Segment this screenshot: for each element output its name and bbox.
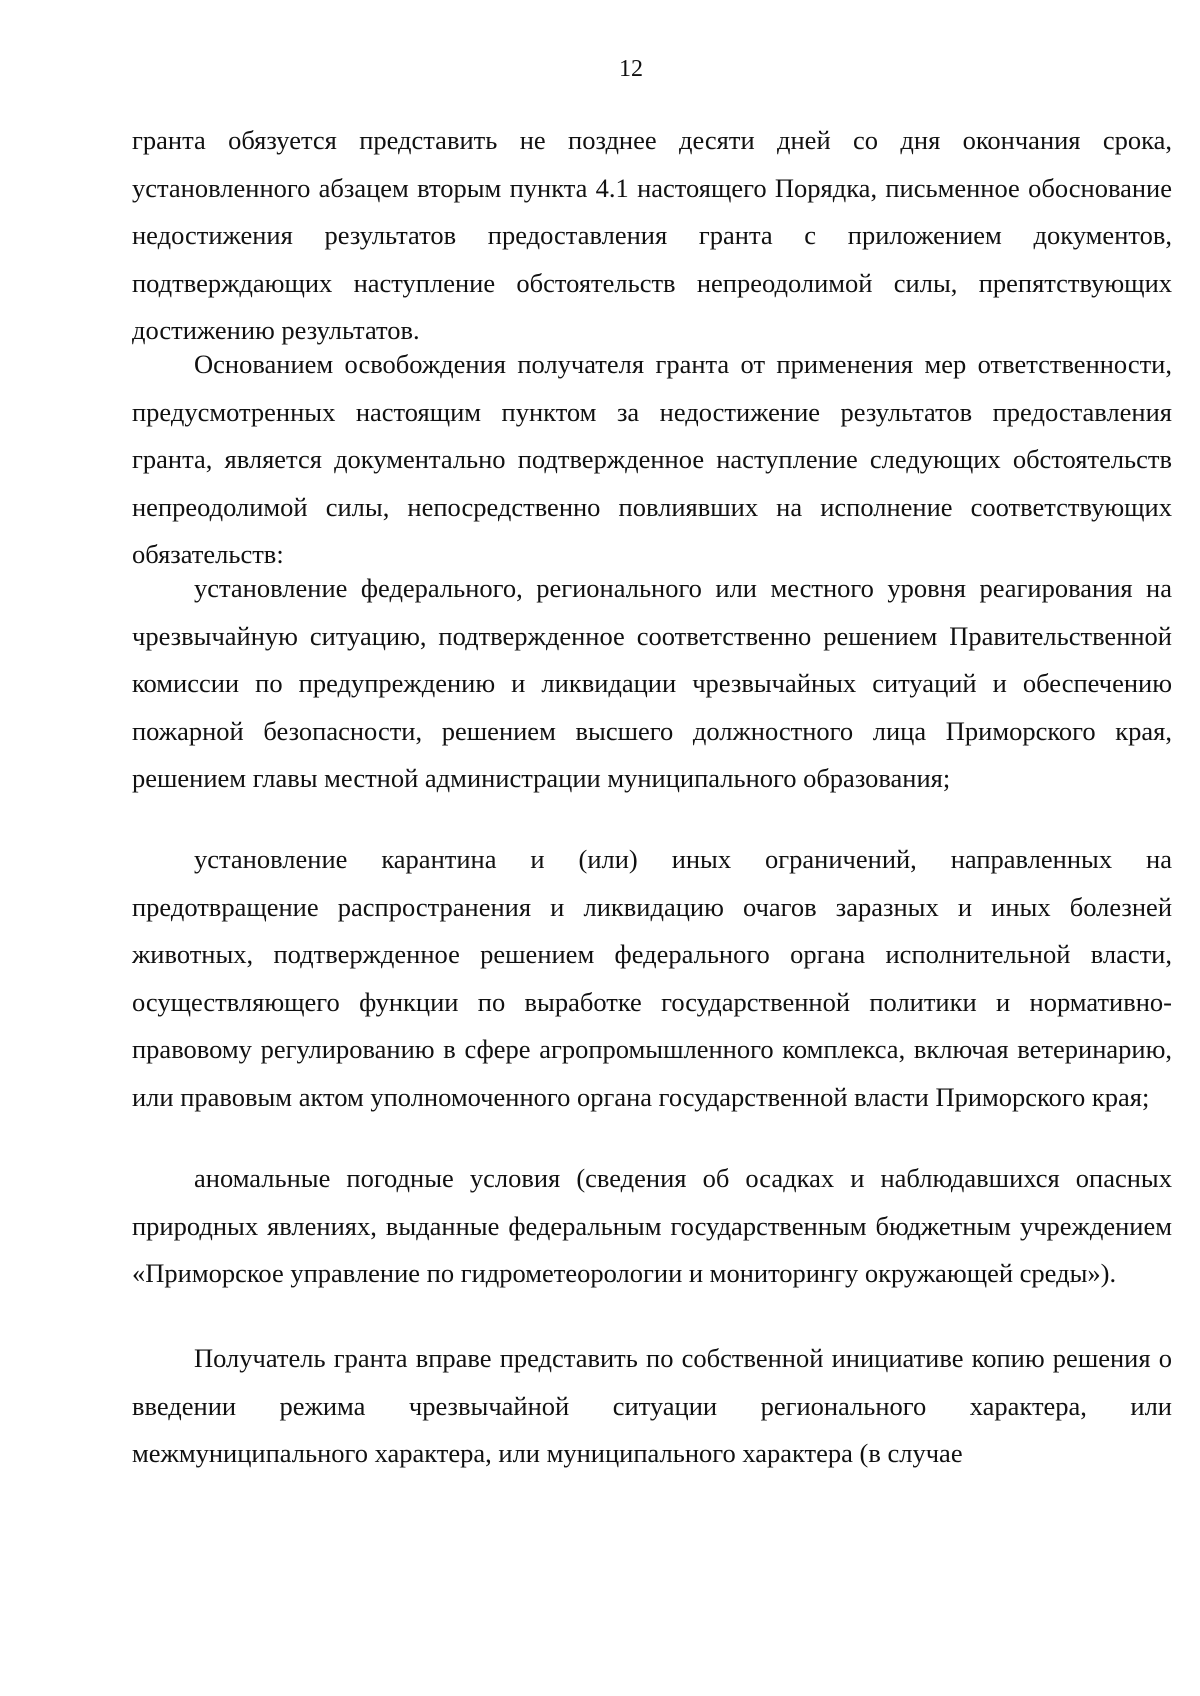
paragraph-continuation: гранта обязуется представить не позднее десяти дней со дня окончания срока, установленного абзацем вторым пункта 4.1 настоящего Порядка, письменное обоснование недостижения результатов предоставления гранта с приложением документов, подтверждающих наступление обстоятельств непреодолимой силы, препятствующих достижению результатов. [132,125,1172,345]
paragraph-quarantine: установление карантина и (или) иных ограничений, направленных на предотвращение распространения и ликвидацию очагов заразных и иных болезней животных, подтвержденное решением федерального органа исполнительной власти, осуществляющего функции по выработке государственной политики и нормативно-правовому регулированию в сфере агропромышленного комплекса, включая ветеринарию, или правовым актом уполномоченного органа государственной власти Приморского края; [132,844,1172,1112]
paragraph-grant-recipient-right: Получатель гранта вправе представить по собственной инициативе копию решения о введении режима чрезвычайной ситуации регионального характера, или межмуниципального характера, или муниципального характера (в случае [132,1343,1172,1468]
paragraph-exemption-grounds: Основанием освобождения получателя гранта от применения мер ответственности, предусмотренных настоящим пунктом за недостижение результатов предоставления гранта, является документально подтвержденное наступление следующих обстоятельств непреодолимой силы, непосредственно повлиявших на исполнение соответствующих обязательств: [132,349,1172,569]
paragraph-weather-conditions: аномальные погодные условия (сведения об осадках и наблюдавшихся опасных природных явлениях, выданные федеральным государственным бюджетным учреждением «Приморское управление по гидрометеорологии и мониторингу окружающей среды»). [132,1163,1172,1288]
page-number: 12 [619,56,643,82]
paragraph-emergency-response: установление федерального, регионального или местного уровня реагирования на чрезвычайную ситуацию, подтвержденное соответственно решением Правительственной комиссии по предупреждению и ликвидации чрезвычайных ситуаций и обеспечению пожарной безопасности, решением высшего должностного лица Приморского края, решением главы местной администрации муниципального образования; [132,573,1172,793]
